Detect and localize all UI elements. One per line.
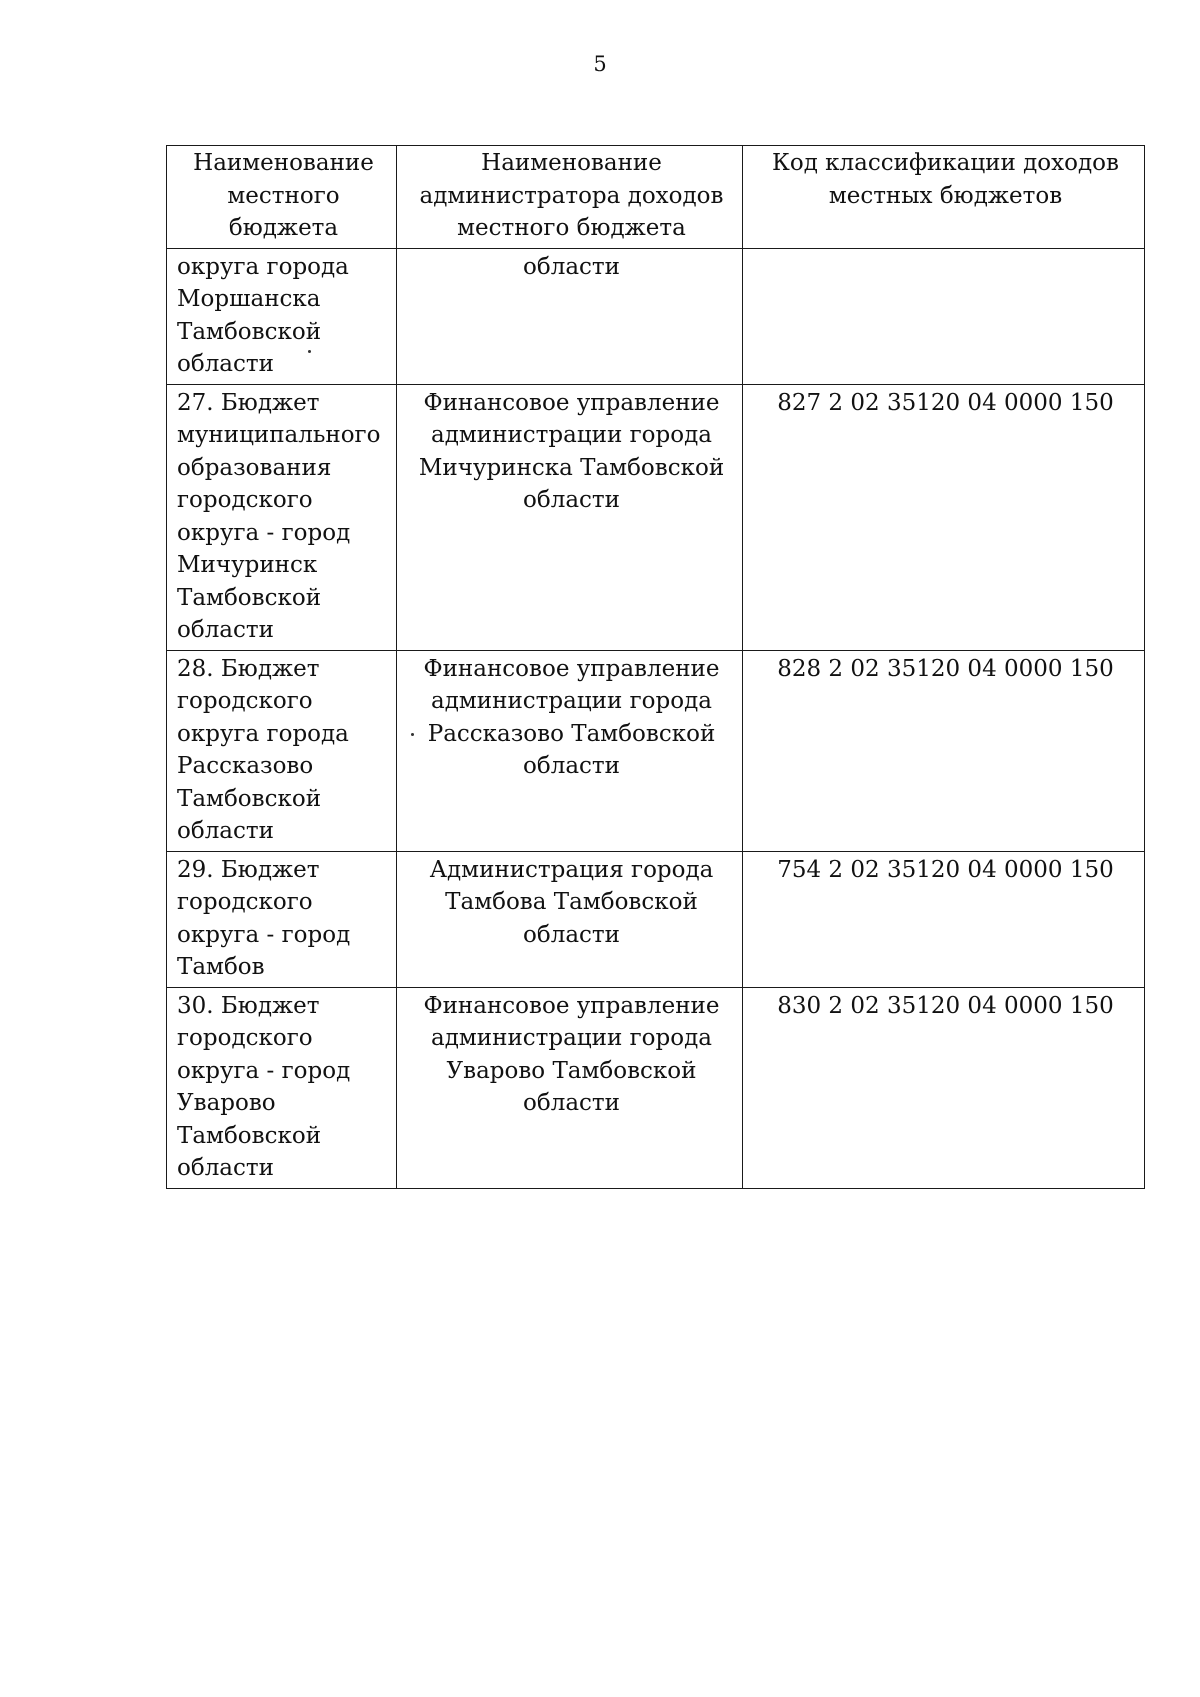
budget-name-cell: 30. Бюджет городского округа - город Уварово Тамбовской области (167, 987, 397, 1188)
classification-code-cell (743, 248, 1145, 384)
classification-code-cell: 754 2 02 35120 04 0000 150 (743, 851, 1145, 987)
budget-name-cell: 28. Бюджет городского округа города Рассказово Тамбовской области (167, 650, 397, 851)
table-header-row (167, 146, 1145, 249)
classification-code-cell: 828 2 02 35120 04 0000 150 (743, 650, 1145, 851)
table-row (167, 384, 1145, 650)
administrator-cell: Администрация города Тамбова Тамбовской области (397, 851, 743, 987)
budget-name-cell: 27. Бюджет муниципального образования городского округа - город Мичуринск Тамбовской области (167, 384, 397, 650)
table-row (167, 248, 1145, 384)
classification-code-cell: 830 2 02 35120 04 0000 150 (743, 987, 1145, 1188)
header-classification-code: Код классификации доходов местных бюджетов (743, 146, 1145, 249)
budget-name-cell: 29. Бюджет городского округа - город Тамбов (167, 851, 397, 987)
table-row (167, 987, 1145, 1188)
administrator-cell: Финансовое управление администрации города Рассказово Тамбовской области (397, 650, 743, 851)
scan-speck (411, 733, 414, 736)
table-row (167, 851, 1145, 987)
administrator-cell: области (397, 248, 743, 384)
page-number: 5 (593, 52, 607, 76)
table-row (167, 650, 1145, 851)
revenue-administrators-table (166, 145, 1145, 1189)
header-administrator-name: Наименование администратора доходов местного бюджета (397, 146, 743, 249)
administrator-cell: Финансовое управление администрации города Мичуринска Тамбовской области (397, 384, 743, 650)
administrator-cell: Финансовое управление администрации города Уварово Тамбовской области (397, 987, 743, 1188)
scan-speck (308, 350, 311, 353)
header-budget-name: Наименование местного бюджета (167, 146, 397, 249)
budget-name-cell: округа города Моршанска Тамбовской области (167, 248, 397, 384)
classification-code-cell: 827 2 02 35120 04 0000 150 (743, 384, 1145, 650)
